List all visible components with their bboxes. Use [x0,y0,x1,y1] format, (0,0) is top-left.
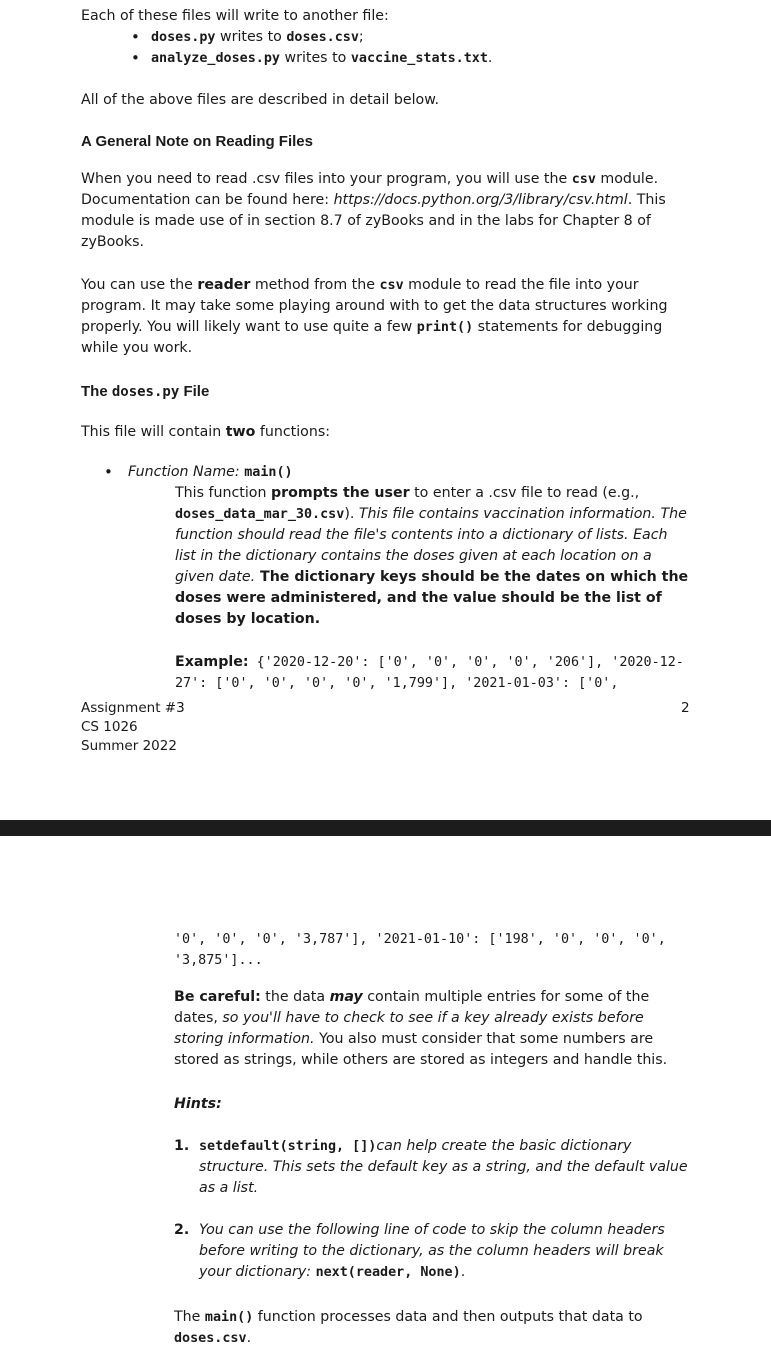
hints-label: Hints: [174,1096,222,1112]
code-file: analyze_doses.py [151,51,280,66]
page-number: 2 [681,700,690,716]
general-note-heading: A General Note on Reading Files [81,133,313,150]
main-output-note: The main() function processes data and then outputs that data to doses.csv. [174,1309,643,1346]
main-function-spec [104,462,704,694]
function-description: This function prompts the user to enter a .csv file to read (e.g., doses_data_mar_30.csv). This file contains vaccination information. The function should read the file's contents into a dictionary of lists. Each list in the dictionary contains the doses given at each location on a given date. The dictionary keys should be the dates on which the doses were administered, and the value should be the list of doses by location. [175,485,689,627]
code-target: vaccine_stats.txt [350,51,488,66]
intro-section [81,6,721,69]
page-divider [0,820,771,836]
function-name: • Function Name: main() [104,462,704,483]
example-start: Example: {'2020-12-20': ['0', '0', '0', '0', '206'], '2020-12-27': ['0', '0', '0', '0', '1,799'], '2021-01-03': ['0', [175,654,684,691]
output-files-list [81,27,721,69]
general-note-paragraph-2: You can use the reader method from the csv module to read the file into your program. It may take some playing around with to get the data structures working properly. You will likely want to use quite a few print() statements for debugging while you work. [81,277,668,356]
code-target: doses.csv [286,30,359,45]
general-note-paragraph-1: When you need to read .csv files into your program, you will use the csv module. Documentation can be found here: https://docs.python.org/3/library/csv.html. This module is made use of in section 8.7 of zyBooks and in the labs for Chapter 8 of zyBooks. [81,171,666,250]
code-csv: csv [379,278,404,293]
doses-file-intro: This file will contain two functions: [81,424,331,440]
example-continued: '0', '0', '0', '3,787'], '2021-01-10': ['198', '0', '0', '0', '3,875']... [174,932,666,968]
page-footer: Assignment #3 CS 1026 Summer 2022 [81,700,185,754]
doses-file-heading: The doses.py File [81,383,210,400]
code-file: doses.py [151,30,216,45]
code-csv: csv [571,172,596,187]
intro-lead: Each of these files will write to another file: [81,8,389,24]
docs-url: https://docs.python.org/3/library/csv.html [333,192,628,208]
code-print: print() [416,320,474,335]
intro-closing: All of the above files are described in detail below. [81,92,439,108]
list-item: 2. You can use the following line of code to skip the column headers before writing to the dictionary, as the column headers will break your dictionary: next(reader, None). [174,1222,665,1280]
hints-list [174,1136,694,1283]
list-item: 1. setdefault(string, [])can help create the basic dictionary structure. This sets the default key as a string, and the default value as a list. [174,1138,688,1196]
be-careful-note: Be careful: the data may contain multiple entries for some of the dates, so you'll have to check to see if a key already exists before storing information. You also must consider that some numbers are stored as strings, while others are stored as integers and handle this. [174,989,668,1068]
list-item: • doses.py writes to doses.csv; [151,27,721,48]
reader-keyword: reader [197,277,251,293]
list-item: • analyze_doses.py writes to vaccine_stats.txt. [151,48,721,69]
